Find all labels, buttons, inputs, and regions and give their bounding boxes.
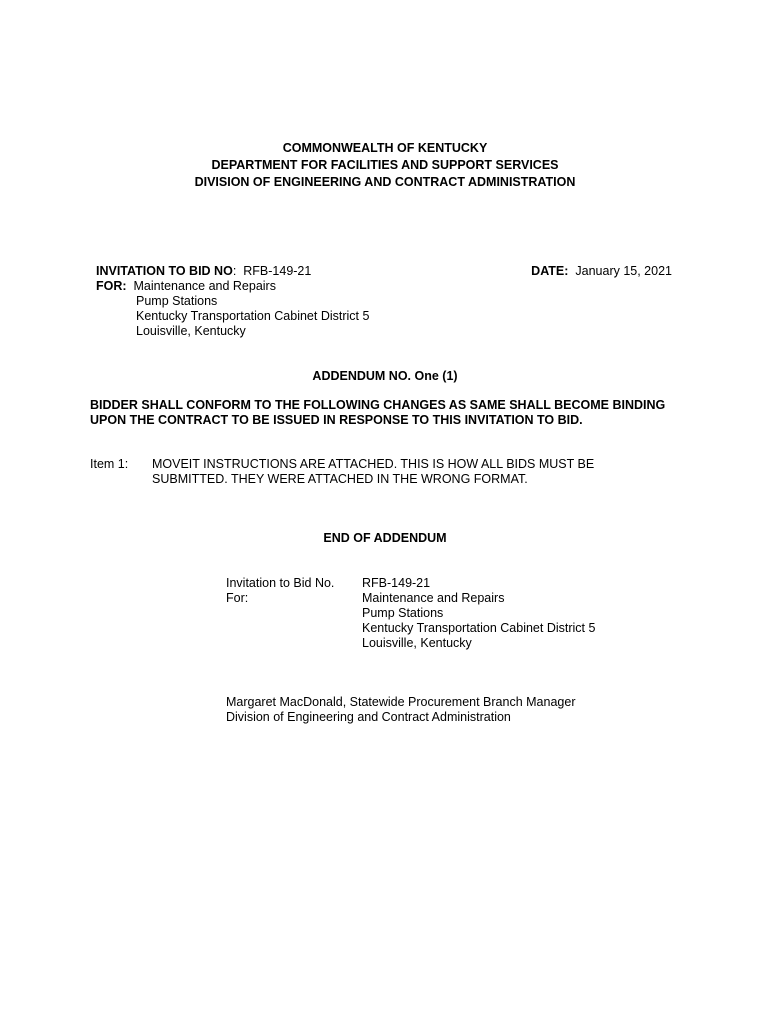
invitation-label: INVITATION TO BID NO <box>96 264 233 278</box>
invitation-for-line <box>96 279 369 294</box>
footer-bid-number: RFB-149-21 <box>362 576 431 590</box>
bidder-notice <box>90 398 665 428</box>
invitation-for-location: Louisville, Kentucky <box>136 324 246 338</box>
bidder-notice-line: UPON THE CONTRACT TO BE ISSUED IN RESPONSE TO THIS INVITATION TO BID. <box>90 413 583 427</box>
end-of-addendum: END OF ADDENDUM <box>323 531 447 545</box>
date-value: January 15, 2021 <box>575 264 672 278</box>
footer-bid-label: Invitation to Bid No. <box>226 576 335 590</box>
bidder-notice-line: BIDDER SHALL CONFORM TO THE FOLLOWING CHANGES AS SAME SHALL BECOME BINDING <box>90 398 666 412</box>
date-label: DATE: <box>531 264 569 278</box>
footer-for-label: For: <box>226 591 249 605</box>
header-commonwealth: COMMONWEALTH OF KENTUCKY <box>282 141 488 155</box>
invitation-for-agency: Kentucky Transportation Cabinet District 5 <box>136 309 370 323</box>
footer-for-location: Louisville, Kentucky <box>362 636 472 650</box>
invitation-line <box>96 264 369 279</box>
date-block <box>531 264 672 279</box>
header-department: DEPARTMENT FOR FACILITIES AND SUPPORT SERVICES <box>211 158 559 172</box>
invitation-for-label: FOR: <box>96 279 127 293</box>
item-text-line: MOVEIT INSTRUCTIONS ARE ATTACHED. THIS IS HOW ALL BIDS MUST BE <box>152 457 595 471</box>
signature-name-title: Margaret MacDonald, Statewide Procurement Branch Manager <box>226 695 576 709</box>
item-label: Item 1: <box>90 457 129 471</box>
footer-for-agency: Kentucky Transportation Cabinet District 5 <box>362 621 596 635</box>
addendum-title: ADDENDUM NO. One (1) <box>312 369 458 383</box>
document-header <box>0 140 770 191</box>
signature-block <box>226 695 575 725</box>
signature-division: Division of Engineering and Contract Administration <box>226 710 511 724</box>
footer-for-item: Pump Stations <box>362 606 444 620</box>
item-text <box>152 457 594 487</box>
footer-values <box>362 576 595 651</box>
header-division: DIVISION OF ENGINEERING AND CONTRACT ADMINISTRATION <box>194 175 576 189</box>
footer-labels <box>226 576 334 606</box>
invitation-for-item: Pump Stations <box>136 294 218 308</box>
invitation-block <box>96 264 369 339</box>
footer-for-description: Maintenance and Repairs <box>362 591 505 605</box>
item-text-line: SUBMITTED. THEY WERE ATTACHED IN THE WRONG FORMAT. <box>152 472 528 486</box>
invitation-for-description: Maintenance and Repairs <box>133 279 276 293</box>
invitation-colon: : <box>232 264 237 278</box>
invitation-number: RFB-149-21 <box>243 264 312 278</box>
